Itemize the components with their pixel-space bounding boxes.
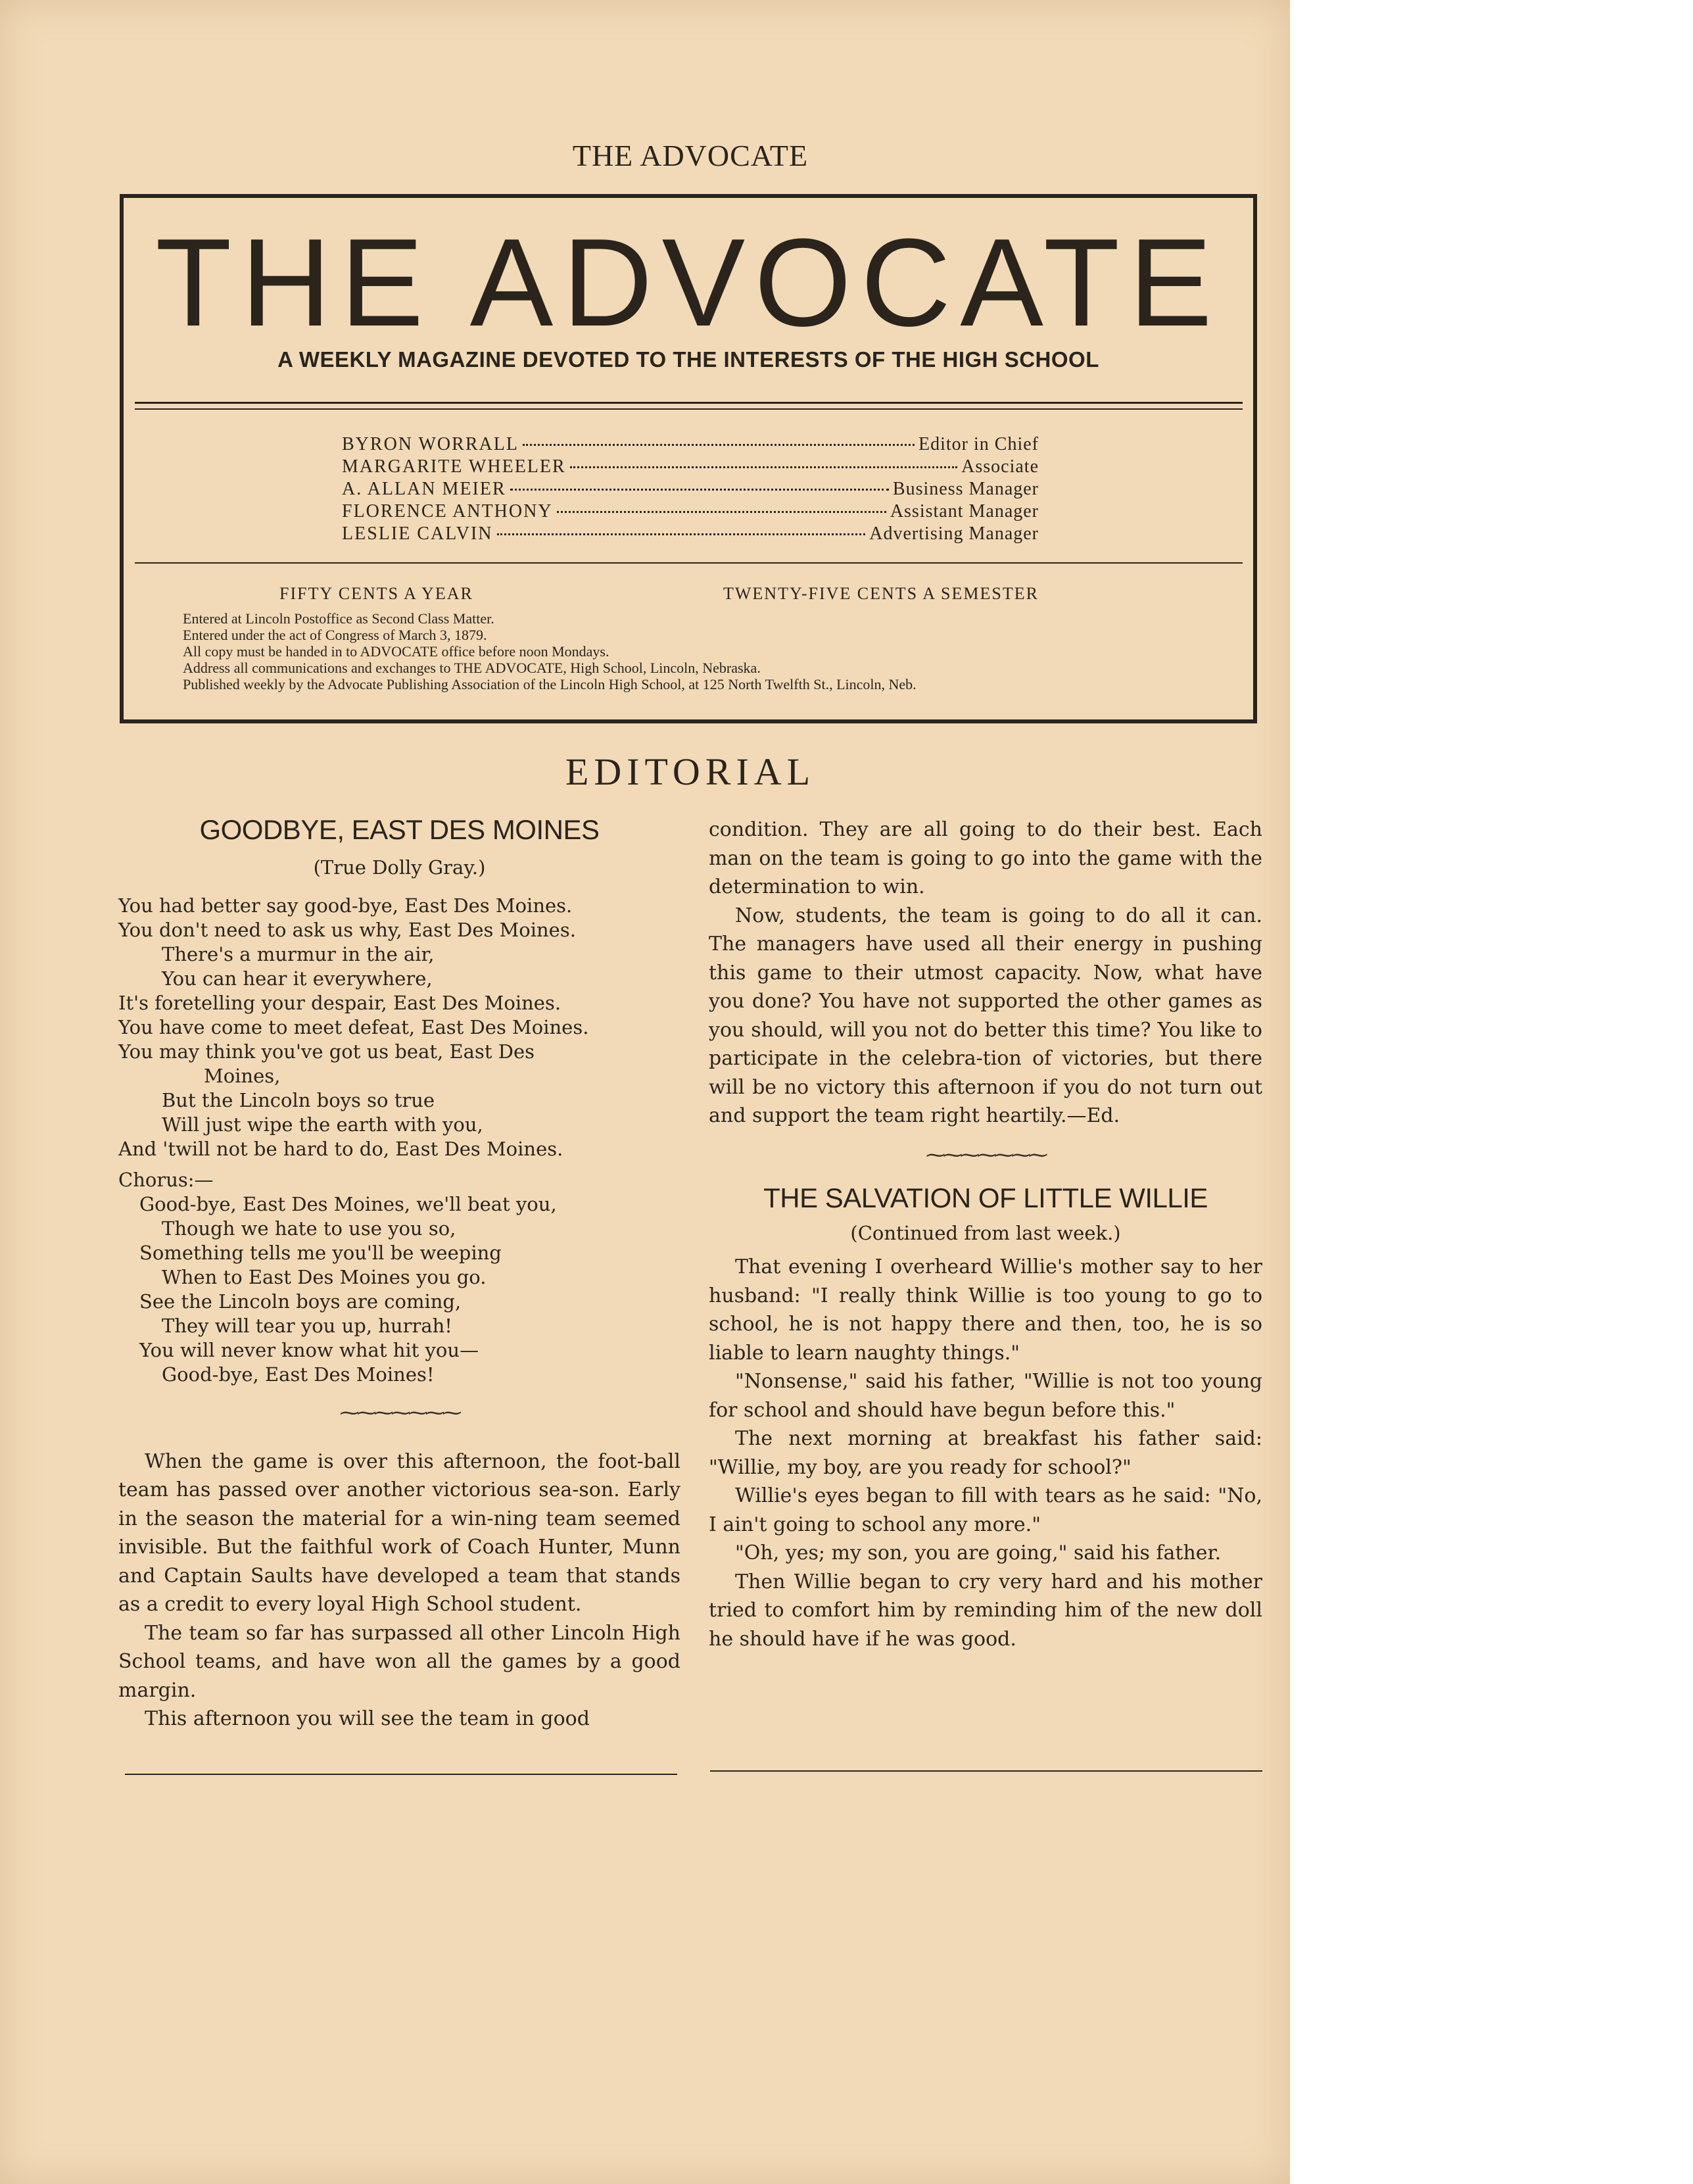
leader-dots — [497, 533, 866, 535]
masthead-title: THE ADVOCATE — [155, 213, 1222, 352]
editorial-paragraph: condition. They are all going to do their best. Each man on the team is going to go into the game with the determination to win. — [709, 818, 1262, 898]
leader-dots — [570, 466, 957, 468]
poem-line: Will just wipe the earth with you, — [162, 1113, 483, 1136]
staff-row-associate — [342, 456, 1039, 479]
leader-dots — [557, 511, 886, 513]
price-year: FIFTY CENTS A YEAR — [279, 584, 473, 603]
chorus-line: When to East Des Moines you go. — [162, 1266, 487, 1288]
editorial-paragraph: When the game is over this afternoon, the foot-ball team has passed over another victorious sea-son. Early in the season the material for a win-ning team seemed invisible. But the faithful work of Coach Hunter, Munn and Captain Saults have developed a team that stands as a credit to every loyal High School student. — [118, 1449, 680, 1616]
footer-rule-left — [125, 1774, 677, 1775]
section-title: EDITORIAL — [565, 750, 816, 793]
staff-name: BYRON WORRALL — [342, 434, 519, 454]
staff-row-editor — [342, 434, 1039, 456]
staff-role: Associate — [961, 456, 1039, 477]
staff-role: Assistant Manager — [890, 501, 1039, 522]
staff-role: Business Manager — [892, 479, 1039, 499]
article-heading-willie: THE SALVATION OF LITTLE WILLIE — [763, 1182, 1208, 1213]
chorus-line: Though we hate to use you so, — [162, 1217, 456, 1240]
editorial-paragraph: Now, students, the team is going to do all it can. The managers have used all their energy in pushing this game to their utmost capacity. Now, what have you done? You have not supported the other games as you should, will you not do better this time? You like to participate in the celebra-tion of victories, but there will be no victory this afternoon if you do not turn out and support the team right heartily.—Ed. — [709, 904, 1262, 1127]
poem-line: Moines, — [204, 1065, 281, 1087]
staff-name: A. ALLAN MEIER — [342, 479, 506, 499]
chorus-line: Something tells me you'll be weeping — [139, 1242, 502, 1264]
poem-line: And 'twill not be hard to do, East Des Moines. — [118, 1138, 563, 1160]
story-paragraph: Then Willie began to cry very hard and his mother tried to comfort him by reminding him of the new doll he should have if he was good. — [709, 1570, 1262, 1651]
notice-line: Published weekly by the Advocate Publishing Association of the Lincoln High School, at 125 North Twelfth St., Lincoln, Neb. — [183, 676, 917, 692]
masthead-subtitle: A WEEKLY MAGAZINE DEVOTED TO THE INTERESTS OF THE HIGH SCHOOL — [277, 347, 1099, 372]
notice-line: Entered under the act of Congress of March 3, 1879. — [183, 627, 487, 643]
notice-line: Address all communications and exchanges to THE ADVOCATE, High School, Lincoln, Nebraska. — [183, 660, 761, 676]
poem-line: It's foretelling your despair, East Des Moines. — [118, 992, 561, 1014]
wave-ornament: ⁓⁓⁓⁓⁓⁓⁓ — [926, 1143, 1045, 1167]
right-column — [709, 815, 1262, 1653]
poem-line: There's a murmur in the air, — [162, 943, 435, 965]
poem-line: You have come to meet defeat, East Des Moines. — [118, 1016, 589, 1038]
poem-chorus — [118, 1168, 680, 1387]
staff-row-assistant — [342, 501, 1039, 523]
staff-name: MARGARITE WHEELER — [342, 456, 566, 477]
story-paragraph: The next morning at breakfast his father said: "Willie, my boy, are you ready for school?" — [709, 1427, 1262, 1479]
masthead-rule-mid — [135, 562, 1243, 564]
poem-line: You may think you've got us beat, East Des — [118, 1040, 535, 1063]
masthead-rule-top — [135, 402, 1243, 404]
poem-line: You had better say good-bye, East Des Moines. — [118, 894, 573, 917]
staff-name: LESLIE CALVIN — [342, 523, 493, 544]
chorus-label: Chorus:— — [118, 1169, 214, 1191]
staff-row-advertising — [342, 523, 1039, 546]
masthead-rule-top-2 — [135, 408, 1243, 410]
poem-line: You don't need to ask us why, East Des Moines. — [118, 919, 576, 941]
postal-notices — [183, 610, 1248, 692]
poem-line: You can hear it everywhere, — [162, 967, 433, 990]
leader-dots — [510, 489, 889, 491]
chorus-line: You will never know what hit you— — [139, 1339, 479, 1361]
leader-dots — [523, 444, 915, 446]
article-subheading: (Continued from last week.) — [850, 1221, 1121, 1244]
article-subheading: (True Dolly Gray.) — [313, 856, 486, 879]
article-heading-goodbye: GOODBYE, EAST DES MOINES — [199, 814, 600, 845]
staff-role: Editor in Chief — [918, 434, 1039, 454]
story-paragraph: "Oh, yes; my son, you are going," said his father. — [735, 1541, 1222, 1565]
poem-line: But the Lincoln boys so true — [162, 1089, 435, 1111]
chorus-line: Good-bye, East Des Moines, we'll beat you, — [139, 1193, 557, 1215]
story-paragraph: "Nonsense," said his father, "Willie is not too young for school and should have begun before this." — [709, 1370, 1262, 1422]
notice-line: Entered at Lincoln Postoffice as Second Class Matter. — [183, 610, 494, 627]
editorial-paragraph: This afternoon you will see the team in good — [145, 1707, 590, 1730]
poem-verse — [118, 894, 680, 1161]
story-paragraph: Willie's eyes began to fill with tears as he said: "No, I ain't going to school any more." — [709, 1484, 1262, 1536]
staff-name: FLORENCE ANTHONY — [342, 501, 553, 522]
staff-role: Advertising Manager — [869, 523, 1039, 544]
staff-row-business — [342, 479, 1039, 501]
price-semester: TWENTY-FIVE CENTS A SEMESTER — [723, 584, 1039, 603]
story-paragraph: That evening I overheard Willie's mother say to her husband: "I really think Willie is too young to go to school, he is not happy there and then, too, he is so liable to learn naughty things." — [709, 1255, 1262, 1365]
chorus-line: They will tear you up, hurrah! — [162, 1315, 452, 1337]
editorial-paragraph: The team so far has surpassed all other Lincoln High School teams, and have won all the games by a good margin. — [118, 1621, 680, 1702]
wave-ornament: ⁓⁓⁓⁓⁓⁓⁓ — [339, 1401, 460, 1424]
running-head: THE ADVOCATE — [572, 139, 809, 172]
notice-line: All copy must be handed in to ADVOCATE office before noon Mondays. — [183, 643, 609, 660]
footer-rule-right — [710, 1770, 1262, 1772]
left-column — [118, 815, 680, 1734]
chorus-line: See the Lincoln boys are coming, — [139, 1290, 462, 1313]
chorus-line: Good-bye, East Des Moines! — [162, 1363, 435, 1386]
